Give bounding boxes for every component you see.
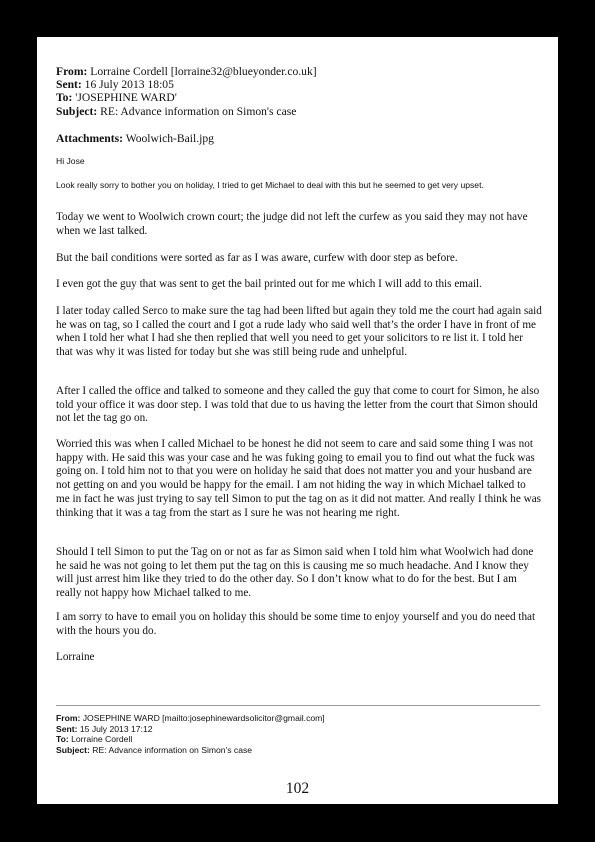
greeting: Hi Jose [56, 156, 85, 166]
from-value: Lorraine Cordell [lorraine32@blueyonder.co.uk] [90, 65, 317, 78]
paragraph-1: Today we went to Woolwich crown court; the judge did not left the curfew as you said they may not have when we last talked. [56, 211, 528, 237]
paragraph-3: I even got the guy that was sent to get the bail printed out for me which I will add to this email. [56, 278, 482, 290]
quoted-to-value: Lorraine Cordell [71, 734, 133, 745]
attachments-value: Woolwich-Bail.jpg [125, 132, 214, 145]
quoted-email-header [56, 713, 325, 755]
quoted-sent-value: 15 July 2013 17:12 [79, 723, 153, 734]
attachments-label: Attachments: [56, 132, 123, 145]
paragraph-7: Should I tell Simon to put the Tag on or not as far as Simon said when I told him what Woolwich had done he said he was not going to let them put the tag on this is causing me so much headache. And I know they will just arrest him like they tried to do the other day. So I don’t know what to do for the best. But I am really not happy how Michael talked to me. [56, 546, 534, 600]
quoted-to-line [56, 734, 325, 745]
quoted-sent-line [56, 724, 325, 735]
document-page [37, 37, 558, 804]
quoted-to-label: To: [56, 734, 69, 745]
quoted-subject-value: RE: Advance information on Simon's case [92, 744, 253, 755]
paragraph-6: Worried this was when I called Michael to be honest he did not seem to care and said some thing I was not happy with. He said this was your case and he was fuking going to email you to find out what the fuck was going on. I told him not to that you were on holiday he said that does not matter you and your husband are not getting on and you would be happy for the email. I am not hiding the way in which Michael talked to me in fact he was just trying to say tell Simon to put the tag on as it did not matter. And really I think he was thinking that it was a tag from the start as I sure he was not hearing me right. [56, 438, 542, 519]
from-line [56, 65, 317, 78]
paragraph-4: I later today called Serco to make sure the tag had been lifted but again they told me the court had again said he was on tag, so I called the court and I got a rude lady who said well that’s the order I have in front of me when I told her what I had she then replied that well you need to get your solicitors to re list it. I told her that was why it was listed for today but she was still being rude and unhelpful. [56, 305, 542, 359]
to-value: 'JOSEPHINE WARD' [75, 91, 177, 105]
paragraph-5: After I called the office and talked to someone and they called the guy that come to court for Simon, he also told your office it was door step. I was told that due to us having the letter from the court that Simon should not let the tag go on. [56, 385, 540, 425]
page-number: 102 [285, 780, 310, 797]
attachments-line [56, 132, 214, 145]
quoted-from-label: From: [56, 713, 81, 723]
signature: Lorraine [56, 651, 95, 663]
quoted-from-line [56, 713, 325, 724]
paragraph-intro: Look really sorry to bother you on holiday, I tried to get Michael to deal with this but he seemed to get very upset. [56, 180, 484, 190]
subject-line [56, 105, 317, 118]
sent-label: Sent: [56, 78, 82, 92]
quoted-from-value: JOSEPHINE WARD [mailto:josephinewardsolicitor@gmail.com] [82, 713, 325, 723]
paragraph-8: I am sorry to have to email you on holiday this should be some time to enjoy yourself and you do need that with the hours you do. [56, 611, 536, 637]
subject-label: Subject: [56, 104, 98, 118]
sent-line [56, 78, 317, 91]
subject-value: RE: Advance information on Simon's case [100, 104, 297, 118]
to-label: To: [56, 91, 73, 105]
paragraph-2: But the bail conditions were sorted as far as I was aware, curfew with door step as before. [56, 252, 458, 264]
sent-value: 16 July 2013 18:05 [84, 78, 174, 92]
quoted-sent-label: Sent: [56, 723, 78, 734]
divider [56, 705, 540, 706]
email-header [56, 65, 317, 118]
quoted-subject-line [56, 745, 325, 756]
to-line [56, 91, 317, 104]
quoted-subject-label: Subject: [56, 744, 90, 755]
from-label: From: [56, 65, 88, 78]
